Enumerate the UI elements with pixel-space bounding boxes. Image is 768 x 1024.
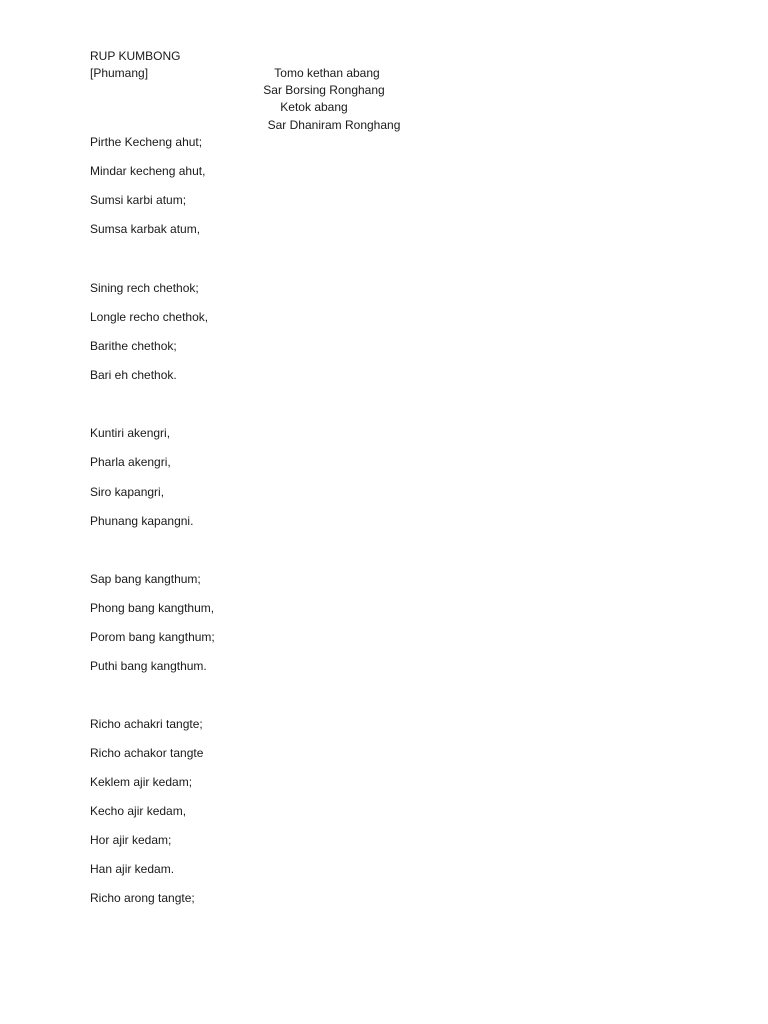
verse-line: Porom bang kangthum; — [90, 630, 215, 644]
verse-line: Phong bang kangthum, — [90, 601, 215, 615]
document-title: RUP KUMBONG — [90, 49, 181, 63]
verse-line: Richo arong tangte; — [90, 891, 195, 905]
verse-line: Pharla akengri, — [90, 455, 171, 469]
credit-line: Sar Dhaniram Ronghang — [267, 118, 401, 132]
verse-line: Keklem ajir kedam; — [90, 775, 193, 789]
verse-line: Sumsa karbak atum, — [90, 222, 201, 236]
verse-line: Han ajir kedam. — [90, 862, 175, 876]
verse-line: Richo achakor tangte — [90, 746, 204, 760]
document-subtitle: [Phumang] — [90, 66, 149, 80]
verse-line: Sining rech chethok; — [90, 281, 199, 295]
verse-line: Hor ajir kedam; — [90, 833, 172, 847]
verse-line: Puthi bang kangthum. — [90, 659, 207, 673]
verse-line: Bari eh chethok. — [90, 368, 177, 382]
verse-line: Kecho ajir kedam, — [90, 804, 187, 818]
verse-line: Kuntiri akengri, — [90, 426, 171, 440]
verse-line: Mindar kecheng ahut, — [90, 164, 206, 178]
verse-line: Phunang kapangni. — [90, 514, 194, 528]
verse-line: Sap bang kangthum; — [90, 572, 201, 586]
verse-line: Sumsi karbi atum; — [90, 193, 187, 207]
verse-line: Longle recho chethok, — [90, 310, 209, 324]
verse-line: Barithe chethok; — [90, 339, 177, 353]
verse-line: Richo achakri tangte; — [90, 717, 203, 731]
verse-line: Pirthe Kecheng ahut; — [90, 135, 203, 149]
verse-line: Siro kapangri, — [90, 485, 165, 499]
credit-line: Sar Borsing Ronghang — [263, 83, 385, 97]
credit-line: Ketok abang — [280, 100, 348, 114]
credit-line: Tomo kethan abang — [274, 66, 380, 80]
